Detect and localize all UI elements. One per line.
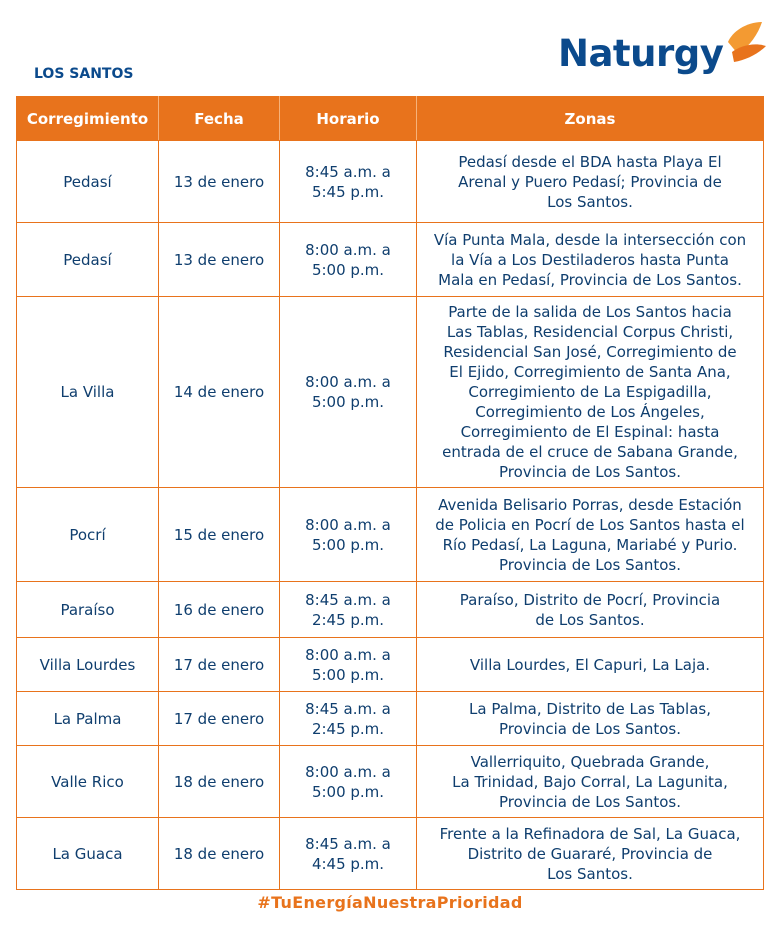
cell-fecha: 17 de enero [159,638,280,692]
cell-horario [280,746,417,818]
zona-line: de Policia en Pocrí de Los Santos hasta el [435,515,745,534]
zona-line: Parte de la salida de Los Santos hacia [448,303,732,321]
horario-line: 8:45 a.m. a [305,162,391,181]
horario-line: 4:45 p.m. [311,854,385,873]
logo-wordmark: Naturgy [558,32,724,75]
zona-line: Vía Punta Mala, desde la intersección con [433,230,747,249]
horario-line: 8:00 a.m. a [305,240,391,259]
zona-line: Arenal y Puero Pedasí; Provincia de [458,172,722,191]
cell-zonas [417,488,764,582]
zona-line: Corregimiento de La Espigadilla, [468,383,712,401]
cell-zonas [417,582,764,638]
cell-zonas [417,141,764,223]
cell-corregimiento: La Guaca [17,818,159,890]
cell-fecha: 13 de enero [159,223,280,297]
schedule-table [16,96,764,890]
cell-horario [280,223,417,297]
zona-line: Distrito de Guararé, Provincia de [467,844,713,863]
cell-horario [280,638,417,692]
horario-line: 2:45 p.m. [311,610,385,629]
cell-horario [280,818,417,890]
horario-line: 8:00 a.m. a [305,762,391,781]
horario-line: 8:00 a.m. a [305,373,391,391]
cell-horario [280,141,417,223]
zona-line: Vallerriquito, Quebrada Grande, [470,752,710,771]
horario-line: 8:00 a.m. a [305,645,391,664]
cell-zonas [417,746,764,818]
cell-fecha: 18 de enero [159,818,280,890]
table-row [17,638,764,692]
cell-fecha: 13 de enero [159,141,280,223]
table-row [17,488,764,582]
zona-line: Provincia de Los Santos. [499,463,681,481]
horario-line: 2:45 p.m. [311,719,385,738]
table-row [17,141,764,223]
horario-line: 5:00 p.m. [311,260,385,279]
zona-line: La Palma, Distrito de Las Tablas, [469,699,711,718]
cell-corregimiento: Valle Rico [17,746,159,818]
zona-line: la Vía a Los Destiladeros hasta Punta [451,250,729,269]
zona-line: Río Pedasí, La Laguna, Mariabé y Purio. [442,535,738,554]
horario-line: 5:00 p.m. [311,665,385,684]
region-title: LOS SANTOS [34,66,134,82]
table-row [17,746,764,818]
zona-line: entrada de el cruce de Sabana Grande, [442,443,738,461]
cell-corregimiento: Pedasí [17,141,159,223]
horario-line: 5:00 p.m. [311,535,385,554]
cell-fecha: 17 de enero [159,692,280,746]
table-header [17,97,764,141]
zona-line: Provincia de Los Santos. [499,719,681,738]
header-zonas: Zonas [417,97,764,141]
cell-fecha: 16 de enero [159,582,280,638]
cell-corregimiento: Villa Lourdes [17,638,159,692]
table-row [17,223,764,297]
table-row [17,818,764,890]
hashtag: #TuEnergíaNuestraPrioridad [257,893,523,912]
horario-line: 8:45 a.m. a [305,590,391,609]
cell-corregimiento: Paraíso [17,582,159,638]
cell-horario [280,582,417,638]
table-body [17,141,764,890]
naturgy-logo [558,20,768,86]
zona-line: de Los Santos. [535,610,645,629]
zona-line: Las Tablas, Residencial Corpus Christi, [446,323,734,341]
cell-corregimiento: La Palma [17,692,159,746]
cell-zonas [417,223,764,297]
cell-corregimiento: Pedasí [17,223,159,297]
cell-zonas [417,818,764,890]
zona-line: Los Santos. [547,864,633,883]
table-row [17,297,764,488]
horario-line: 5:45 p.m. [311,182,385,201]
horario-line: 5:00 p.m. [311,393,385,411]
cell-fecha: 15 de enero [159,488,280,582]
horario-line: 8:45 a.m. a [305,699,391,718]
zona-line: Villa Lourdes, El Capuri, La Laja. [469,655,711,674]
header-fecha: Fecha [159,97,280,141]
table-row [17,582,764,638]
header-horario: Horario [280,97,417,141]
zona-line: Frente a la Refinadora de Sal, La Guaca, [439,824,741,843]
table-row [17,692,764,746]
zona-line: Pedasí desde el BDA hasta Playa El [458,152,722,171]
cell-zonas [417,692,764,746]
cell-fecha: 14 de enero [159,297,280,488]
zona-line: Residencial San José, Corregimiento de [443,343,737,361]
zona-line: El Ejido, Corregimiento de Santa Ana, [449,363,731,381]
cell-zonas [417,638,764,692]
zona-line: Corregimiento de El Espinal: hasta [460,423,720,441]
cell-corregimiento: La Villa [17,297,159,488]
zona-line: Provincia de Los Santos. [499,792,681,811]
zona-line: Avenida Belisario Porras, desde Estación [438,495,742,514]
horario-line: 8:00 a.m. a [305,515,391,534]
zona-line: Corregimiento de Los Ángeles, [475,403,705,421]
zona-line: Provincia de Los Santos. [499,555,681,574]
cell-fecha: 18 de enero [159,746,280,818]
cell-horario [280,488,417,582]
cell-horario [280,692,417,746]
header-corregimiento: Corregimiento [17,97,159,141]
zona-line: Paraíso, Distrito de Pocrí, Provincia [459,590,721,609]
cell-corregimiento: Pocrí [17,488,159,582]
horario-line: 8:45 a.m. a [305,834,391,853]
horario-line: 5:00 p.m. [311,782,385,801]
cell-zonas [417,297,764,488]
zona-line: Los Santos. [547,192,633,211]
cell-horario [280,297,417,488]
butterfly-icon [724,20,768,70]
zona-line: La Trinidad, Bajo Corral, La Lagunita, [452,772,728,791]
zona-line: Mala en Pedasí, Provincia de Los Santos. [438,270,742,289]
